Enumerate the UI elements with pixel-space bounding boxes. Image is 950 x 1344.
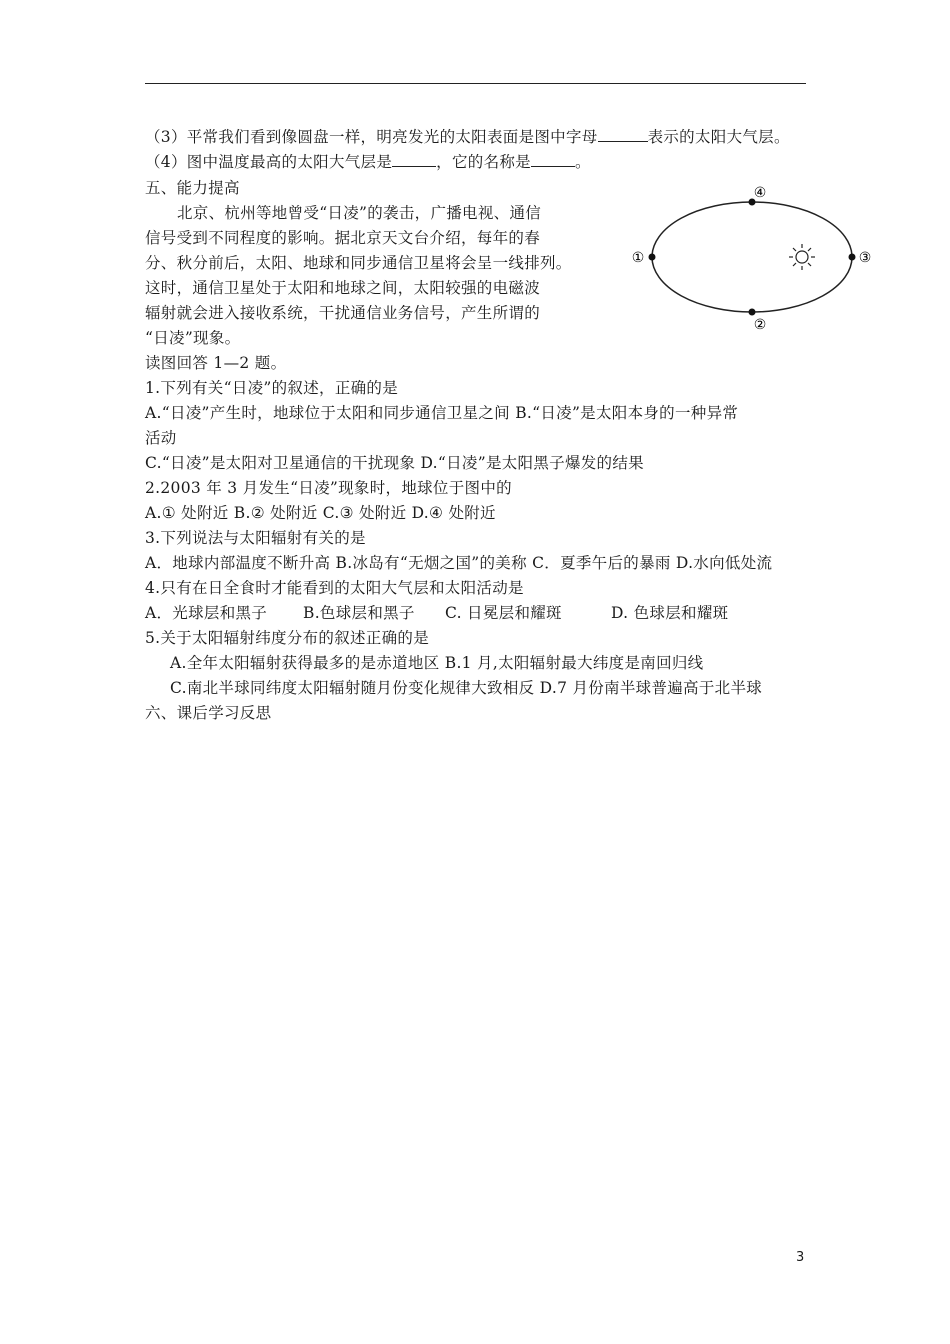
question-5-stem: 5.关于太阳辐射纬度分布的叙述正确的是 — [145, 629, 429, 647]
orbit-ellipse — [652, 202, 852, 312]
question-4-text-mid: ，它的名称是 — [436, 153, 531, 171]
header-rule — [145, 83, 806, 84]
option-a: A．光球层和黑子 — [145, 604, 268, 622]
question-4-options — [145, 603, 728, 623]
option-b: B.色球层和黑子 — [303, 604, 415, 622]
position-label-2: ② — [753, 317, 767, 333]
passage-line: 辐射就会进入接收系统，干扰通信业务信号，产生所谓的 — [145, 304, 541, 322]
question-4-text: （4）图中温度最高的太阳大气层是 — [145, 153, 393, 171]
answer-blank — [531, 152, 575, 167]
position-label-3: ③ — [858, 250, 872, 266]
question-3-text-end: 表示的太阳大气层。 — [647, 128, 790, 146]
question-5-options: C.南北半球同纬度太阳辐射随月份变化规律大致相反 D.7 月份南半球普遍高于北半球 — [170, 679, 763, 697]
answer-blank — [598, 127, 648, 142]
passage-line: 信号受到不同程度的影响。据北京天文台介绍，每年的春 — [145, 229, 541, 247]
question-3-stem: 3.下列说法与太阳辐射有关的是 — [145, 529, 366, 547]
question-5-options: A.全年太阳辐射获得最多的是赤道地区 B.1 月,太阳辐射最大纬度是南回归线 — [170, 654, 704, 672]
page-number: 3 — [796, 1250, 805, 1265]
option-c: C. 日冕层和耀斑 — [445, 604, 562, 622]
passage-line: 北京、杭州等地曾受“日凌”的袭击，广播电视、通信 — [177, 204, 542, 222]
position-dot-3 — [849, 254, 856, 261]
passage-line: 这时，通信卫星处于太阳和地球之间，太阳较强的电磁波 — [145, 279, 541, 297]
question-4-text-end: 。 — [574, 153, 591, 171]
orbit-diagram — [626, 183, 876, 333]
position-dot-1 — [649, 254, 656, 261]
question-3-text: （3）平常我们看到像圆盘一样，明亮发光的太阳表面是图中字母 — [145, 128, 598, 146]
section-6-heading: 六、课后学习反思 — [145, 704, 272, 722]
position-label-4: ④ — [753, 185, 767, 201]
section-5-heading: 五、能力提高 — [145, 179, 240, 197]
position-label-1: ① — [631, 250, 645, 266]
question-2-options: A.① 处附近 B.② 处附近 C.③ 处附近 D.④ 处附近 — [145, 504, 496, 522]
passage-line: 分、秋分前后，太阳、地球和同步通信卫星将会呈一线排列。 — [145, 254, 572, 272]
answer-blank — [392, 152, 436, 167]
position-dot-2 — [749, 309, 756, 316]
question-2-stem: 2.2003 年 3 月发生“日凌”现象时，地球位于图中的 — [145, 479, 512, 497]
question-4-line — [145, 152, 591, 172]
question-4-stem: 4.只有在日全食时才能看到的太阳大气层和太阳活动是 — [145, 579, 524, 597]
read-prompt: 读图回答 1—2 题。 — [145, 354, 287, 372]
question-1-options: A.“日凌”产生时，地球位于太阳和同步通信卫星之间 B.“日凌”是太阳本身的一种异常 — [145, 404, 739, 422]
sun-icon — [789, 244, 815, 270]
question-1-stem: 1.下列有关“日凌”的叙述，正确的是 — [145, 379, 399, 397]
option-d: D. 色球层和耀斑 — [611, 604, 729, 622]
question-3-options: A．地球内部温度不断升高 B.冰岛有“无烟之国”的美称 C．夏季午后的暴雨 D.水向低处流 — [145, 554, 773, 572]
question-1-options: 活动 — [145, 429, 177, 447]
question-3-line — [145, 127, 790, 147]
passage-line: “日凌”现象。 — [145, 329, 241, 347]
question-1-options: C.“日凌”是太阳对卫星通信的干扰现象 D.“日凌”是太阳黑子爆发的结果 — [145, 454, 644, 472]
